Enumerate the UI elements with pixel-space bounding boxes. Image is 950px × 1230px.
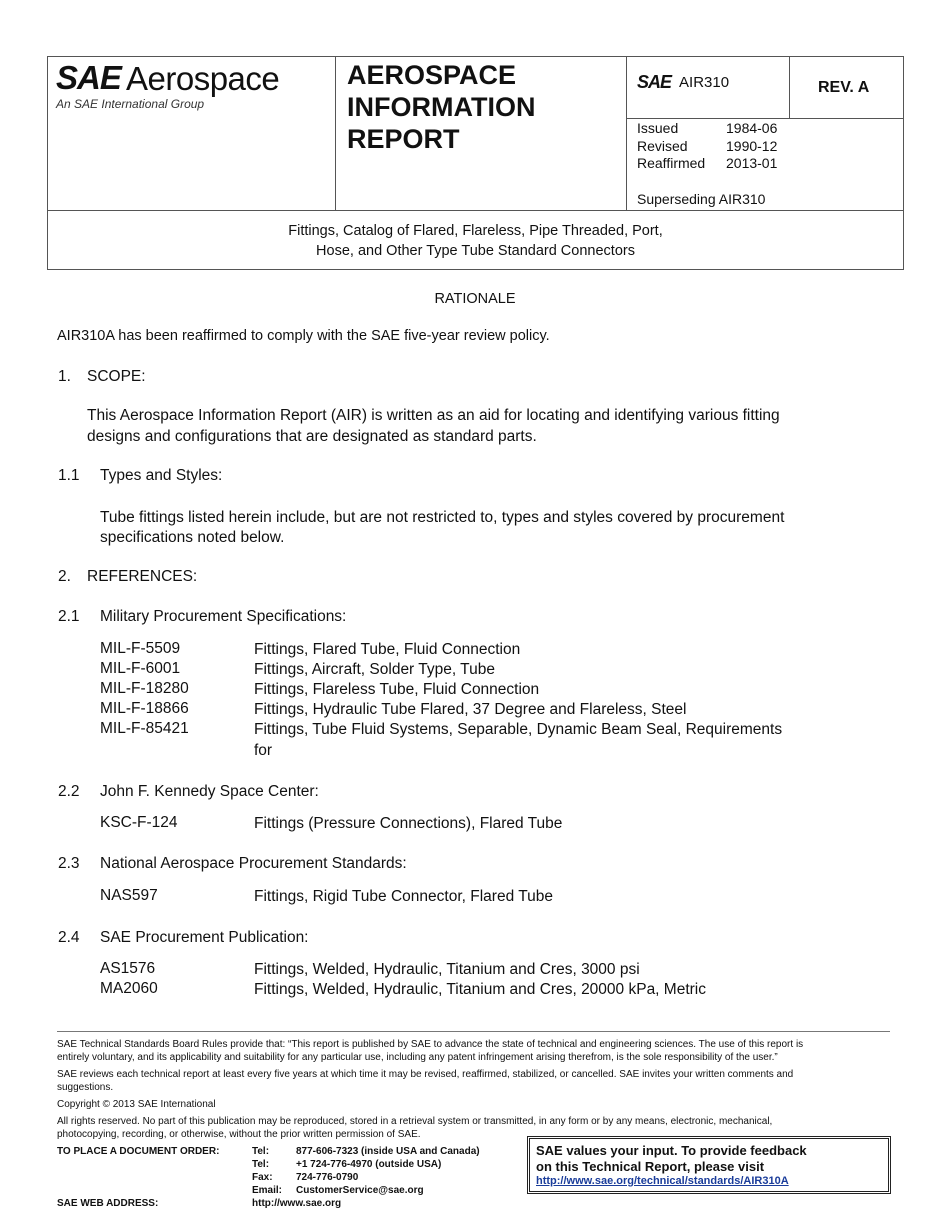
spec-description: Fittings, Flareless Tube, Fluid Connection [254, 681, 540, 698]
web-label: SAE WEB ADDRESS: [57, 1198, 159, 1209]
spec-description: Fittings, Welded, Hydraulic, Titanium and Cres, 20000 kPa, Metric [254, 981, 706, 998]
divider [789, 57, 790, 118]
feedback-text: SAE values your input. To provide feedback [536, 1143, 807, 1158]
sae-mini-logo: SAE [637, 72, 672, 92]
web-address: http://www.sae.org [252, 1198, 342, 1209]
spec-description-cont: for [254, 742, 273, 759]
spec-description: Fittings, Welded, Hydraulic, Titanium and Cres, 3000 psi [254, 961, 640, 978]
section-number: 1.1 [58, 467, 80, 484]
section-number: 2.3 [58, 855, 80, 872]
sae-logo: SAE [56, 59, 121, 96]
order-label: TO PLACE A DOCUMENT ORDER: [57, 1146, 220, 1157]
spec-description: Fittings, Rigid Tube Connector, Flared Tube [254, 888, 553, 905]
spec-id: MIL-F-6001 [100, 660, 181, 677]
paragraph-line: specifications noted below. [100, 529, 285, 546]
spec-description: Fittings, Flared Tube, Fluid Connection [254, 641, 521, 658]
spec-description: Fittings (Pressure Connections), Flared Tube [254, 815, 563, 832]
rationale-text: AIR310A has been reaffirmed to comply with the SAE five-year review policy. [57, 328, 550, 344]
section-number: 2. [58, 568, 71, 585]
logo-tagline: An SAE International Group [56, 97, 205, 111]
paragraph-line: Tube fittings listed herein include, but are not restricted to, types and styles covered by procurement [100, 509, 785, 526]
feedback-text: on this Technical Report, please visit [536, 1159, 765, 1174]
revision: REV. A [818, 79, 870, 96]
spec-id: AS1576 [100, 960, 156, 977]
document-number: SAE AIR310 [637, 72, 730, 92]
contact-label: Tel: [252, 1146, 270, 1157]
header-table [47, 56, 904, 270]
section-number: 2.2 [58, 783, 80, 800]
superseding: Superseding AIR310 [637, 191, 766, 207]
section-number: 2.4 [58, 929, 80, 946]
section-title: John F. Kennedy Space Center: [100, 783, 319, 800]
section-title: Types and Styles: [100, 467, 223, 484]
spec-id: MIL-F-85421 [100, 720, 189, 737]
spec-id: NAS597 [100, 887, 158, 904]
feedback-box [527, 1136, 891, 1194]
divider [626, 118, 904, 119]
phone-number: +1 724-776-4970 (outside USA) [296, 1159, 442, 1170]
feedback-link[interactable]: http://www.sae.org/technical/standards/AIR310A [536, 1175, 789, 1187]
section-title: SAE Procurement Publication: [100, 929, 309, 946]
spec-description: Fittings, Tube Fluid Systems, Separable, Dynamic Beam Seal, Requirements [254, 721, 783, 738]
date-block: Issued 1984-06 Revised 1990-12 Reaffirmed 2013-01 [637, 120, 778, 171]
contact-label: Fax: [252, 1172, 273, 1183]
section-number: 2.1 [58, 608, 80, 625]
spec-description: Fittings, Aircraft, Solder Type, Tube [254, 661, 495, 678]
spec-description: Fittings, Hydraulic Tube Flared, 37 Degree and Flareless, Steel [254, 701, 687, 718]
section-title: SCOPE: [87, 368, 146, 385]
phone-number: 877-606-7323 (inside USA and Canada) [296, 1146, 480, 1157]
copyright: Copyright © 2013 SAE International [57, 1099, 216, 1110]
section-title: National Aerospace Procurement Standards: [100, 855, 407, 872]
spec-id: KSC-F-124 [100, 814, 178, 831]
spec-id: MIL-F-5509 [100, 640, 181, 657]
divider [626, 57, 627, 210]
report-type: AEROSPACE INFORMATION REPORT [347, 60, 536, 154]
rights-notice: All rights reserved. No part of this publication may be reproduced, stored in a retrieval system or transmitted, in any form or by any means, electronic, mechanical, photocopying, recording, or otherwise, without the prior written permission of SAE. [57, 1116, 773, 1140]
paragraph-line: This Aerospace Information Report (AIR) is written as an aid for locating and identifying various fitting [87, 407, 780, 424]
review-notice: SAE reviews each technical report at least every five years at which time it may be revised, reaffirmed, stabilized, or cancelled. SAE invites your written comments and suggestions. [57, 1069, 794, 1093]
divider [335, 57, 336, 210]
spec-id: MIL-F-18280 [100, 680, 189, 697]
section-title: REFERENCES: [87, 568, 198, 585]
contact-label: Tel: [252, 1159, 270, 1170]
section-number: 1. [58, 368, 71, 385]
document-title: Fittings, Catalog of Flared, Flareless, Pipe Threaded, Port, Hose, and Other Type Tube Standard Connectors [288, 223, 663, 259]
contact-label: Email: [252, 1185, 283, 1196]
section-title: Military Procurement Specifications: [100, 608, 347, 625]
fax-number: 724-776-0790 [296, 1172, 359, 1183]
rules-notice: SAE Technical Standards Board Rules provide that: “This report is published by SAE to advance the state of technical and engineering sciences. The use of this report is entirely voluntary, and its applicability and suitability for any particular use, including any patent infringement arising therefrom, is the sole responsibility of the user.” [57, 1039, 804, 1063]
aerospace-logo-text: Aerospace [126, 60, 280, 97]
rationale-heading: RATIONALE [434, 291, 516, 307]
footer-rule [57, 1031, 890, 1032]
spec-id: MA2060 [100, 980, 158, 997]
spec-id: MIL-F-18866 [100, 700, 189, 717]
paragraph-line: designs and configurations that are designated as standard parts. [87, 428, 537, 445]
divider [48, 210, 903, 211]
email-address: CustomerService@sae.org [296, 1185, 424, 1196]
